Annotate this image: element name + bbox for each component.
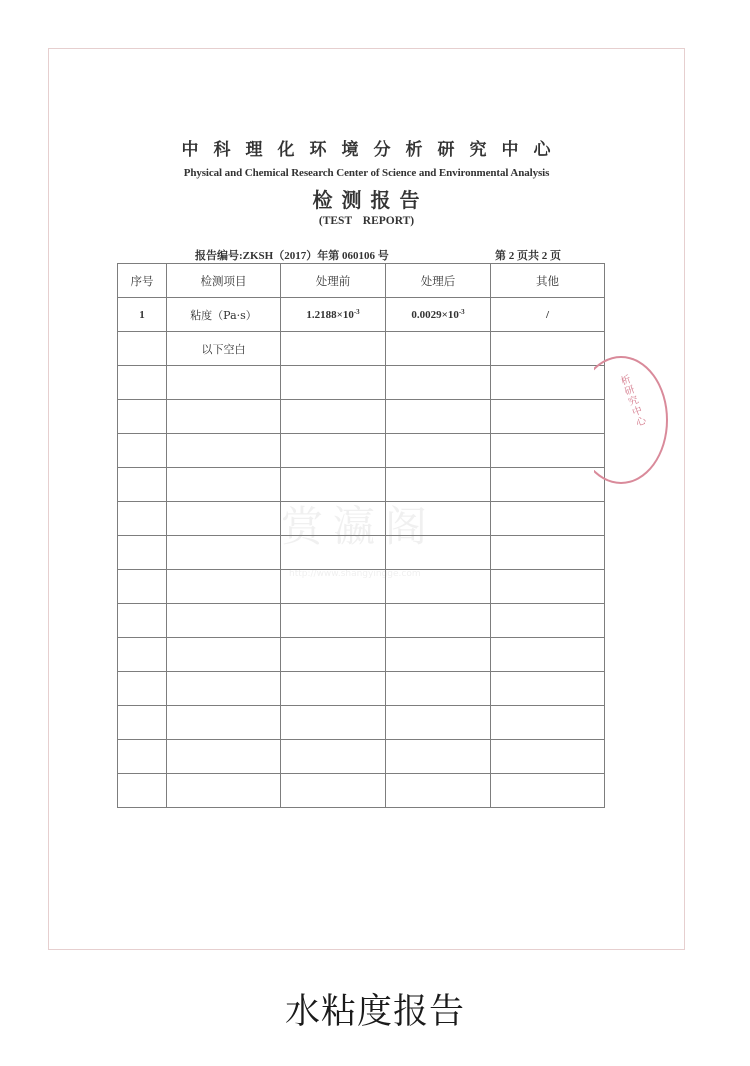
cell-before (281, 332, 386, 366)
empty-cell (167, 570, 281, 604)
page-info: 第 2 页共 2 页 (495, 250, 561, 262)
empty-cell (118, 400, 167, 434)
empty-cell (118, 638, 167, 672)
empty-cell (281, 740, 386, 774)
after-base: 0.0029×10 (411, 309, 459, 321)
table-row-empty (118, 502, 605, 536)
official-stamp (594, 354, 734, 494)
empty-cell (386, 604, 491, 638)
empty-cell (281, 638, 386, 672)
empty-cell (491, 366, 605, 400)
empty-cell (491, 502, 605, 536)
report-number: 报告编号:ZKSH（2017）年第 060106 号 (195, 250, 389, 262)
empty-cell (386, 774, 491, 808)
empty-cell (118, 468, 167, 502)
empty-cell (491, 672, 605, 706)
empty-cell (118, 502, 167, 536)
empty-cell (386, 366, 491, 400)
empty-cell (281, 366, 386, 400)
empty-cell (167, 706, 281, 740)
empty-cell (118, 604, 167, 638)
table-row-empty (118, 366, 605, 400)
empty-cell (491, 468, 605, 502)
table-row-empty (118, 774, 605, 808)
table-row-empty (118, 468, 605, 502)
report-title-cn: 检测报告 (312, 188, 429, 212)
header-item: 检测项目 (167, 264, 281, 298)
empty-cell (281, 400, 386, 434)
cell-other (491, 332, 605, 366)
empty-cell (386, 570, 491, 604)
empty-cell (386, 672, 491, 706)
cell-index (118, 332, 167, 366)
table-row-empty (118, 434, 605, 468)
empty-cell (386, 468, 491, 502)
empty-cell (281, 672, 386, 706)
empty-cell (386, 638, 491, 672)
empty-cell (167, 502, 281, 536)
org-name-en: Physical and Chemical Research Center of Science and Environmental Analysis (183, 167, 550, 179)
empty-cell (386, 502, 491, 536)
empty-cell (386, 740, 491, 774)
cell-index: 1 (118, 298, 167, 332)
empty-cell (281, 774, 386, 808)
after-exponent: -3 (458, 308, 465, 316)
table-row-empty (118, 400, 605, 434)
empty-cell (491, 706, 605, 740)
empty-cell (491, 604, 605, 638)
empty-cell (386, 434, 491, 468)
empty-cell (491, 536, 605, 570)
table-row-empty (118, 536, 605, 570)
cell-after (386, 298, 491, 332)
caption: 水粘度报告 (284, 992, 465, 1032)
table-row-empty (118, 638, 605, 672)
empty-cell (491, 400, 605, 434)
cell-after (386, 332, 491, 366)
header-index: 序号 (118, 264, 167, 298)
empty-cell (118, 536, 167, 570)
empty-cell (118, 740, 167, 774)
empty-cell (281, 434, 386, 468)
table-row-empty (118, 604, 605, 638)
watermark-url: http://www.shangyingge.com (289, 569, 421, 579)
empty-cell (118, 570, 167, 604)
empty-cell (118, 706, 167, 740)
table-row (118, 332, 605, 366)
empty-cell (167, 774, 281, 808)
empty-cell (167, 468, 281, 502)
empty-cell (118, 434, 167, 468)
empty-cell (386, 706, 491, 740)
empty-cell (491, 740, 605, 774)
empty-cell (118, 672, 167, 706)
table-row-empty (118, 570, 605, 604)
cell-item: 粘度（Pa·s） (167, 298, 281, 332)
empty-cell (491, 434, 605, 468)
table-row-empty (118, 672, 605, 706)
table-row-empty (118, 706, 605, 740)
results-table (117, 263, 605, 808)
empty-cell (281, 706, 386, 740)
cell-item: 以下空白 (167, 332, 281, 366)
header-after: 处理后 (386, 264, 491, 298)
stamp-text: 析研究中心 (616, 373, 647, 430)
empty-cell (281, 536, 386, 570)
before-exponent: -3 (353, 308, 360, 316)
cell-other: / (491, 298, 605, 332)
table-row (118, 298, 605, 332)
table-header-row (118, 264, 605, 298)
empty-cell (281, 502, 386, 536)
empty-cell (167, 740, 281, 774)
empty-cell (167, 638, 281, 672)
table-row-empty (118, 740, 605, 774)
empty-cell (167, 672, 281, 706)
watermark: 赏瀛阁 (281, 502, 438, 551)
empty-cell (281, 604, 386, 638)
empty-cell (167, 434, 281, 468)
empty-cell (167, 400, 281, 434)
header-other: 其他 (491, 264, 605, 298)
org-name-cn: 中科理化环境分析研究中心 (181, 140, 566, 160)
empty-cell (167, 536, 281, 570)
empty-cell (491, 774, 605, 808)
empty-cell (118, 366, 167, 400)
empty-cell (281, 468, 386, 502)
empty-cell (491, 570, 605, 604)
empty-cell (167, 366, 281, 400)
report-title-en: (TEST REPORT) (318, 215, 415, 227)
header-before: 处理前 (281, 264, 386, 298)
before-base: 1.2188×10 (306, 309, 354, 321)
empty-cell (386, 400, 491, 434)
empty-cell (118, 774, 167, 808)
cell-before (281, 298, 386, 332)
empty-cell (386, 536, 491, 570)
empty-cell (167, 604, 281, 638)
empty-cell (491, 638, 605, 672)
report-paper (48, 48, 685, 950)
empty-cell (281, 570, 386, 604)
